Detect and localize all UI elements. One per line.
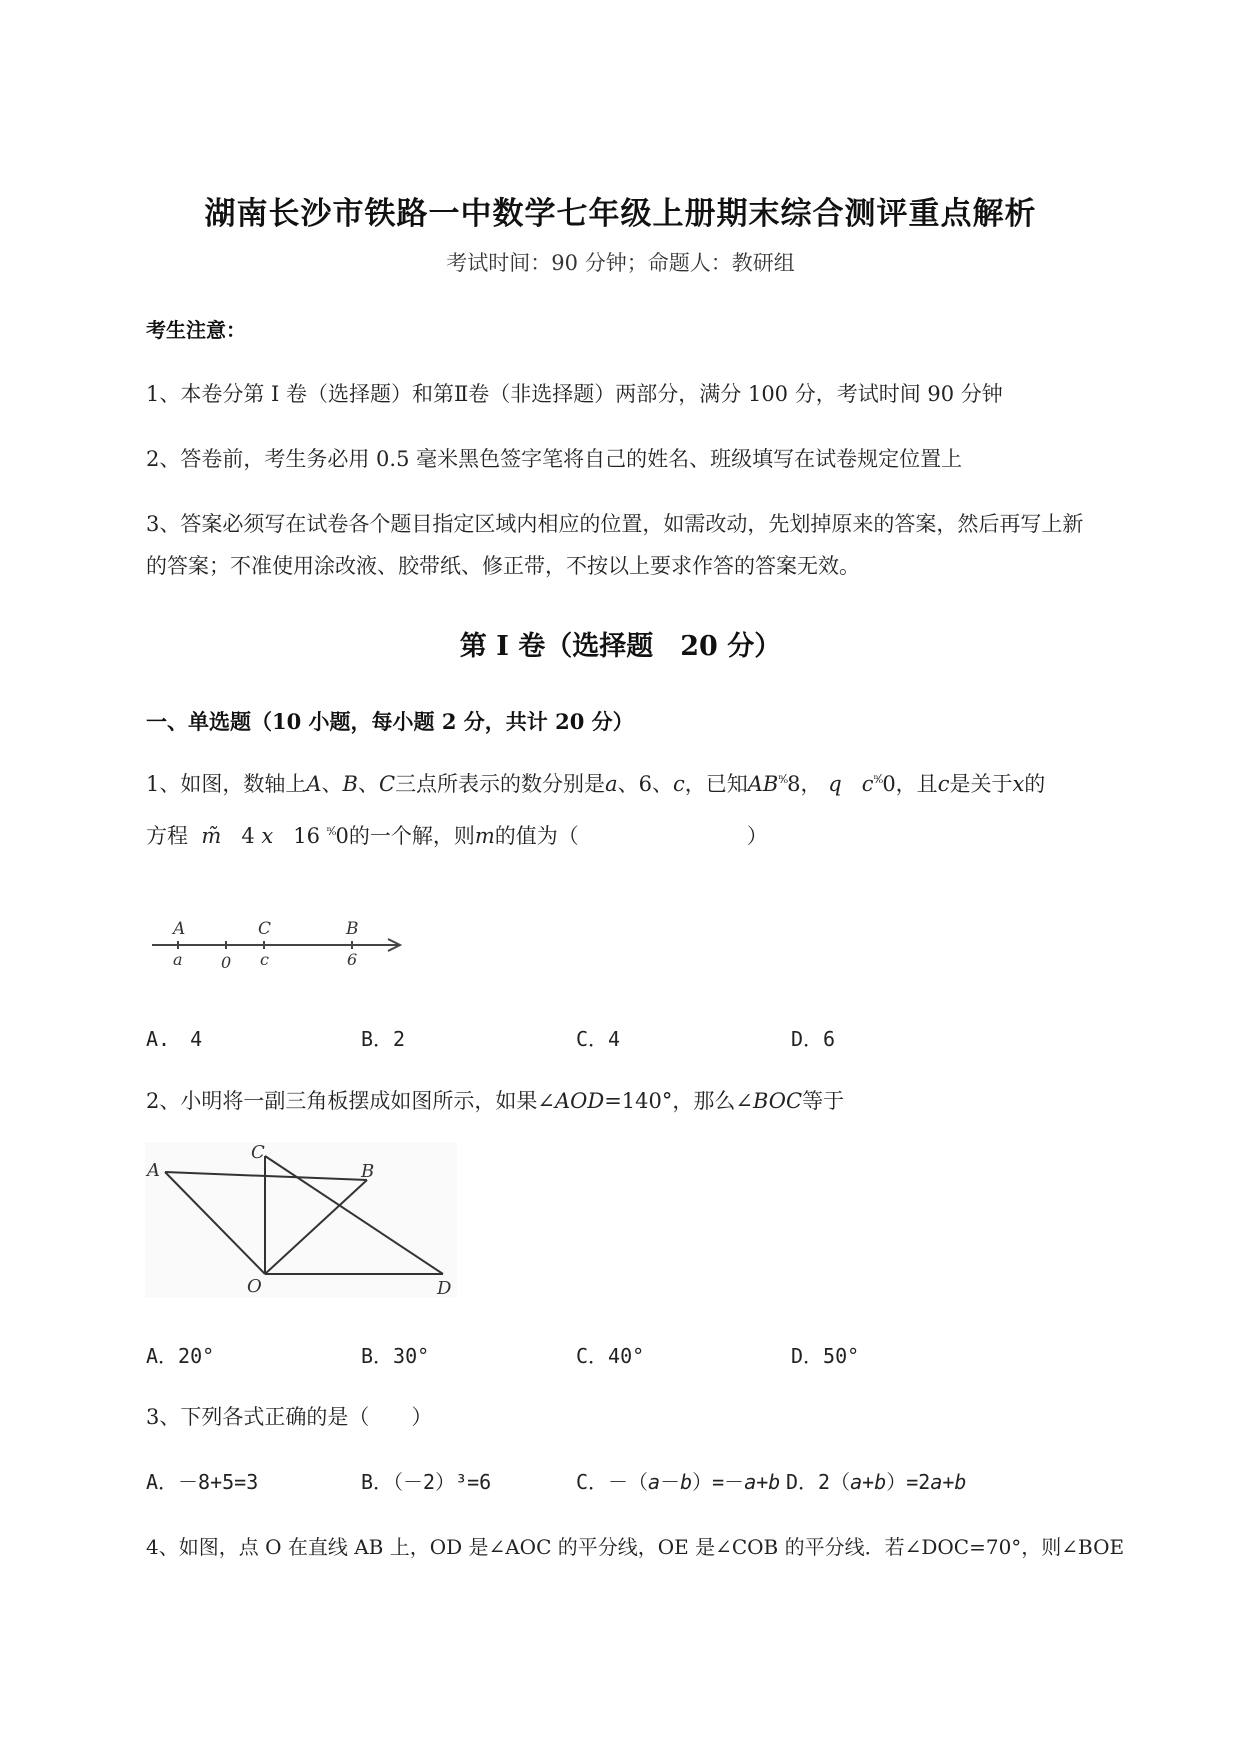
q3c-text: + bbox=[756, 1470, 769, 1494]
q3c-text: ）=－ bbox=[692, 1470, 745, 1494]
q3-option-b: B．（－2）³=6 bbox=[361, 1470, 492, 1494]
point-label-C: C bbox=[251, 1142, 265, 1163]
number-line-figure bbox=[140, 912, 410, 974]
q1-text: 1、如图，数轴上 bbox=[146, 772, 307, 796]
question-3: 3、下列各式正确的是（ ） bbox=[146, 1405, 433, 1429]
var-AOD: AOD bbox=[554, 1089, 605, 1113]
point-label-O: O bbox=[247, 1276, 262, 1297]
q3d-text: ）=2 bbox=[886, 1470, 931, 1494]
q1-text: 是关于 bbox=[949, 772, 1013, 796]
point-label-A: A bbox=[147, 1160, 160, 1181]
q1-text: 、6、 bbox=[617, 772, 673, 796]
var-c: c bbox=[937, 772, 950, 796]
question-1-line-2 bbox=[146, 820, 768, 850]
notice-item-1: 1、本卷分第 I 卷（选择题）和第Ⅱ卷（非选择题）两部分，满分 100 分，考试时间 90 分钟 bbox=[146, 382, 1003, 406]
triangle-plates-figure bbox=[145, 1142, 457, 1298]
var-b: b bbox=[954, 1470, 967, 1494]
var-b: b bbox=[874, 1470, 887, 1494]
garbled-symbol: ⁿ⁄ₒ bbox=[326, 824, 336, 838]
q3c-text: C．－（ bbox=[576, 1470, 649, 1494]
var-c: c bbox=[861, 772, 874, 796]
notice-heading: 考生注意： bbox=[146, 318, 246, 342]
q1-text: 4 bbox=[241, 824, 255, 848]
q2-text: 2、小明将一副三角板摆成如图所示，如果∠ bbox=[146, 1089, 555, 1113]
question-4: 4、如图，点 O 在直线 AB 上，OD 是∠AOC 的平分线，OE 是∠COB 的平分线．若∠DOC=70°，则∠BOE bbox=[146, 1535, 1125, 1559]
var-A: A bbox=[306, 772, 322, 796]
point-label-B: B bbox=[346, 919, 359, 939]
var-m: m bbox=[474, 824, 495, 848]
section-title: 第 I 卷（选择题 20 分） bbox=[459, 631, 782, 662]
var-x: x bbox=[1012, 772, 1025, 796]
notice-item-3: 3、答案必须写在试卷各个题目指定区域内相应的位置，如需改动，先划掉原来的答案，然后再写上新 bbox=[146, 512, 1084, 536]
q2-text: 等于 bbox=[802, 1089, 845, 1113]
point-label-D: D bbox=[437, 1278, 452, 1298]
var-a: a bbox=[648, 1470, 661, 1494]
notice-item-2: 2、答卷前，考生务必用 0.5 毫米黑色签字笔将自己的姓名、班级填写在试卷规定位置上 bbox=[146, 447, 963, 471]
q1-text: 16 bbox=[293, 824, 320, 848]
garbled-symbol: ⁿ⁄ₒ bbox=[778, 772, 788, 786]
q1-option-c: C．4 bbox=[576, 1027, 621, 1051]
q1-text: 的 bbox=[1024, 772, 1046, 796]
question-2 bbox=[146, 1085, 844, 1115]
var-a: a bbox=[930, 1470, 943, 1494]
var-BOC: BOC bbox=[752, 1089, 803, 1113]
q1-option-b: B．2 bbox=[361, 1027, 406, 1051]
var-b: b bbox=[768, 1470, 781, 1494]
value-label-0: 0 bbox=[221, 953, 232, 972]
q2-option-d: D．50° bbox=[791, 1344, 860, 1368]
q3d-text: D．2（ bbox=[786, 1470, 851, 1494]
q1-text: 0的一个解，则 bbox=[335, 824, 475, 848]
var-q: q bbox=[828, 772, 842, 796]
notice-item-3-cont: 的答案；不准使用涂改液、胶带纸、修正带，不按以上要求作答的答案无效。 bbox=[146, 554, 860, 578]
q1-text: 、 bbox=[321, 772, 343, 796]
q1-text: 0，且 bbox=[882, 772, 938, 796]
question-1-line-1 bbox=[146, 768, 1045, 798]
q3-option-c bbox=[576, 1466, 780, 1495]
q1-option-a: A. 4 bbox=[146, 1027, 203, 1051]
var-AB: AB bbox=[747, 772, 779, 796]
q2-option-a: A．20° bbox=[146, 1344, 215, 1368]
exam-info: 考试时间：90 分钟；命题人：教研组 bbox=[446, 251, 795, 275]
var-c: c bbox=[672, 772, 685, 796]
q2-option-c: C．40° bbox=[576, 1344, 645, 1368]
var-x: x bbox=[261, 824, 274, 848]
q1-text: 8， bbox=[787, 772, 822, 796]
q2-option-b: B．30° bbox=[361, 1344, 430, 1368]
q1-text: 的值为（ ） bbox=[494, 824, 768, 848]
var-B: B bbox=[342, 772, 358, 796]
point-label-A: A bbox=[173, 919, 186, 939]
garbled-symbol: ⁿ⁄ₒ bbox=[873, 772, 883, 786]
q2-text: =140°，那么∠ bbox=[604, 1089, 753, 1113]
page-title: 湖南长沙市铁路一中数学七年级上册期末综合测评重点解析 bbox=[204, 196, 1037, 232]
var-b: b bbox=[680, 1470, 693, 1494]
q1-option-d: D．6 bbox=[791, 1027, 836, 1051]
q3d-text: + bbox=[862, 1470, 875, 1494]
q3d-text: + bbox=[942, 1470, 955, 1494]
point-label-C: C bbox=[258, 919, 272, 939]
q3c-text: － bbox=[660, 1470, 681, 1494]
part-heading: 一、单选题（10 小题，每小题 2 分，共计 20 分） bbox=[146, 709, 634, 734]
q3-option-d bbox=[786, 1466, 966, 1495]
q1-text: 、 bbox=[357, 772, 379, 796]
q3-option-a: A．－8+5=3 bbox=[146, 1470, 259, 1494]
q1-text: 三点所表示的数分别是 bbox=[395, 772, 606, 796]
q1-text: 方程 bbox=[146, 824, 188, 848]
var-C: C bbox=[378, 772, 396, 796]
q1-text: ，已知 bbox=[684, 772, 748, 796]
var-a: a bbox=[605, 772, 618, 796]
value-label-c: c bbox=[260, 950, 269, 969]
point-label-B: B bbox=[361, 1161, 375, 1182]
var-a: a bbox=[744, 1470, 757, 1494]
var-a: a bbox=[850, 1470, 863, 1494]
var-m: m̃ bbox=[201, 824, 222, 848]
value-label-6: 6 bbox=[347, 950, 358, 969]
value-label-a: a bbox=[173, 950, 183, 969]
